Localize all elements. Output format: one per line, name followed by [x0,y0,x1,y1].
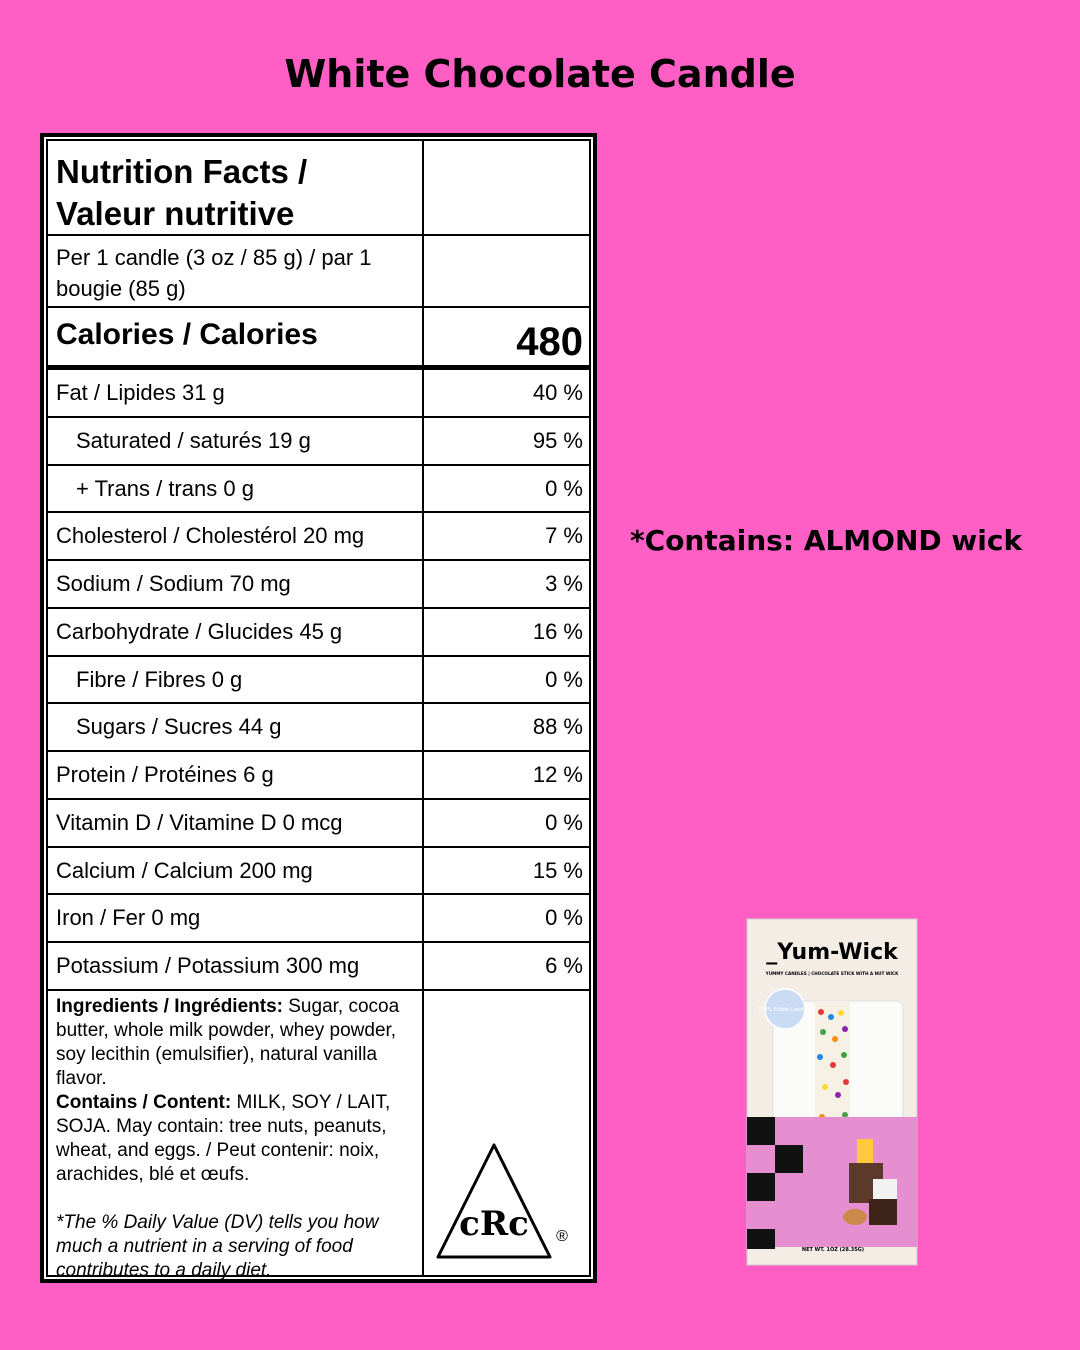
nutrient-name: Carbohydrate / Glucides 45 g [56,618,343,644]
page-title: White Chocolate Candle [284,52,796,96]
nutrient-row [48,609,589,657]
nutrient-row [48,943,589,991]
nutrient-name: Cholesterol / Cholestérol 20 mg [56,523,365,549]
nutrient-row [48,704,589,752]
nutrient-name: Vitamin D / Vitamine D 0 mcg [56,809,343,835]
contains-label: Contains / Content: [56,1092,232,1113]
crc-kosher-logo [434,1137,574,1267]
nutrient-row [48,561,589,609]
serving-size: Per 1 candle (3 oz / 85 g) / par 1 bougie (85 g) [56,245,372,301]
nutrient-name: Iron / Fer 0 mg [56,905,201,931]
nutrient-daily-value: 12 % [532,762,583,787]
contains-text: MILK, SOY / LAIT, SOJA. May contain: tree nuts, peanuts, wheat, and eggs. / Peut contenir: noix, arachides, blé et œufs. [56,1092,391,1185]
nutrient-name: Sugars / Sucres 44 g [76,714,282,740]
nutrient-daily-value: 15 % [532,857,583,883]
nutrient-row [48,657,589,705]
nutrient-row [48,466,589,514]
calories-row [48,308,589,370]
daily-value-footnote: *The % Daily Value (DV) tells you how much a nutrient in a serving of food contributes to a daily diet. [56,1212,379,1281]
nutrient-name: Sodium / Sodium 70 mg [56,571,291,596]
calories-label: Calories / Calories [56,318,318,351]
nutrient-name: Potassium / Potassium 300 mg [56,953,360,978]
serving-row [48,236,589,308]
nutrient-daily-value: 3 % [545,571,583,596]
nutrition-facts-label [40,133,597,1283]
nutrient-daily-value: 16 % [532,618,583,644]
nutrient-row [48,848,589,896]
nutrient-row [48,752,589,800]
nutrient-name: + Trans / trans 0 g [76,475,254,501]
nutrient-row [48,418,589,466]
allergen-note: *Contains: ALMOND wick [630,524,1023,557]
nutrient-daily-value: 40 % [532,380,583,405]
nutrient-name: Fat / Lipides 31 g [56,380,225,405]
nutrient-daily-value: 0 % [545,809,583,835]
nutrient-daily-value: 88 % [532,714,583,740]
ingredients-block [56,995,416,1187]
nutrient-daily-value: 95 % [532,427,583,453]
product-box-image [745,917,920,1267]
nutrient-daily-value: 0 % [545,666,583,692]
nutrient-name: Saturated / saturés 19 g [76,427,311,453]
product-tagline: YUMMY CANDLES | CHOCOLATE STICK WITH A NUT WICK [765,971,899,976]
nutrient-row [48,370,589,418]
ingredients-label: Ingredients / Ingrédients: [56,996,283,1017]
label-header-row [48,141,589,236]
calories-value: 480 [516,320,583,364]
nutrient-name: Fibre / Fibres 0 g [76,666,243,692]
ingredients-text: Sugar, cocoa butter, whole milk powder, whey powder, soy lecithin (emulsifier), natural vanilla flavor. [56,996,400,1089]
product-brand: _Yum-Wick [766,940,898,965]
nutrient-daily-value: 7 % [545,523,583,549]
registered-mark: ® [556,1228,568,1245]
product-badge: 100% Edible Candles! [757,1007,813,1013]
nutrient-daily-value: 0 % [545,475,583,501]
nutrient-row [48,513,589,561]
nutrient-name: Protein / Protéines 6 g [56,762,274,787]
nutrient-daily-value: 0 % [545,905,583,931]
nutrient-daily-value: 6 % [545,953,583,978]
nutrient-row [48,800,589,848]
nutrient-name: Calcium / Calcium 200 mg [56,857,313,883]
nutrition-facts-header: Nutrition Facts / Valeur nutritive [56,153,308,232]
nutrient-row [48,895,589,943]
crc-mark-text: cRc [459,1204,529,1244]
product-net-weight: NET WT. 1OZ (28.35G) [801,1247,865,1253]
